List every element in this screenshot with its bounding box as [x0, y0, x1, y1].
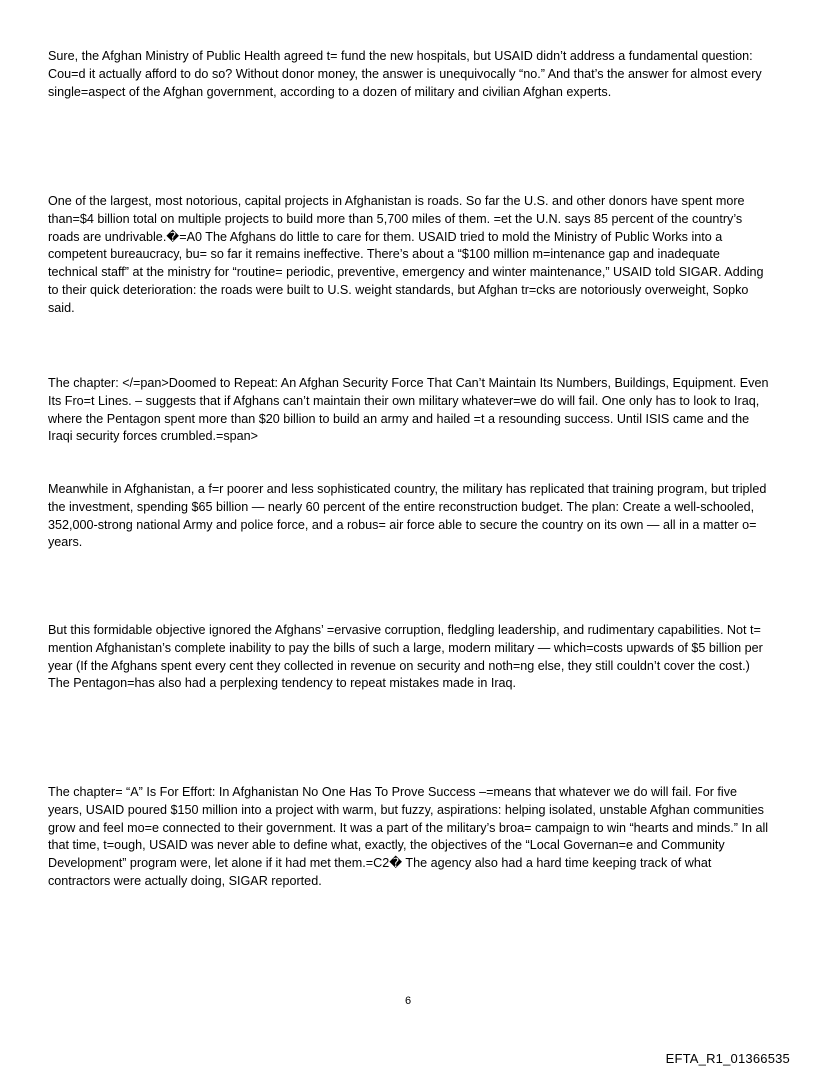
paragraph-formidable-objective: But this formidable objective ignored the Afghans’ =ervasive corruption, fledgling leadership, and rudimentary capabilities. Not t= mention Afghanistan’s complete inability to pay the bills of such a large, modern military — which=costs upwards of $5 billion per year (If the Afghans spent every cent they collected in revenue on security and noth=ng else, they still couldn’t cover the cost.) The Pentagon=has also had a perplexing tendency to repeat mistakes made in Iraq.	[48, 623, 763, 691]
page-number: 6	[404, 995, 412, 1007]
paragraph-roads: One of the largest, most notorious, capital projects in Afghanistan is roads. So far the U.S. and other donors have spent more than=$4 billion total on multiple projects to build more than 5,700 miles of them. =et the U.N. says 85 percent of the country’s roads are undrivable.�=A0 The Afghans do little to care for them. USAID tried to mold the Ministry of Public Works into a competent bureaucracy, bu= so far it remains ineffective. There’s about a “$100 million m=intenance gap and inadequate technical staff” at the ministry for “routine= periodic, preventive, emergency and winter maintenance,” USAID told SIGAR. Adding to their quick deterioration: the roads were built to U.S. weight standards, but Afghan tr=cks are notoriously overweight, Sopko said.	[48, 194, 764, 315]
document-id-stamp: EFTA_R1_01366535	[665, 1051, 790, 1066]
paragraph-doomed-to-repeat: The chapter: </=pan>Doomed to Repeat: An Afghan Security Force That Can’t Maintain Its Numbers, Buildings, Equipment. Even Its Fro=t Lines. – suggests that if Afghans can’t maintain their own military whatever=we do will fail. One only has to look to Iraq, where the Pentagon spent more than $20 billion to build an army and hailed =t a resounding success. Until ISIS came and the Iraqi security forces crumbled.=span>	[48, 376, 769, 444]
paragraph-training-program: Meanwhile in Afghanistan, a f=r poorer and less sophisticated country, the military has replicated that training program, but tripled the investment, spending $65 billion — nearly 60 percent of the entire reconstruction budget. The plan: Create a well-schooled, 352,000-strong national Army and police force, and a robus= air force able to secure the country on its own — all in a matter o= years.	[48, 482, 767, 550]
paragraph-a-is-for-effort: The chapter= “A” Is For Effort: In Afghanistan No One Has To Prove Success –=means that whatever we do will fail. For five years, USAID poured $150 million into a project with warm, but fuzzy, aspirations: helping isolated, unstable Afghan communities grow and feel mo=e connected to their government. It was a part of the military’s broa= campaign to win “hearts and minds.” In all that time, t=ough, USAID was never able to define what, exactly, the objectives of the “Local Governan=e and Community Development” program were, let alone if it had met them.=C2� The agency also had a hard time keeping track of what contractors were actually doing, SIGAR reported.	[48, 785, 769, 888]
paragraph-hospitals: Sure, the Afghan Ministry of Public Health agreed t= fund the new hospitals, but USAID didn’t address a fundamental question: Cou=d it actually afford to do so? Without donor money, the answer is unequivocally “no.” And that’s the answer for almost every single=aspect of the Afghan government, according to a dozen of military and civilian Afghan experts.	[48, 49, 762, 99]
